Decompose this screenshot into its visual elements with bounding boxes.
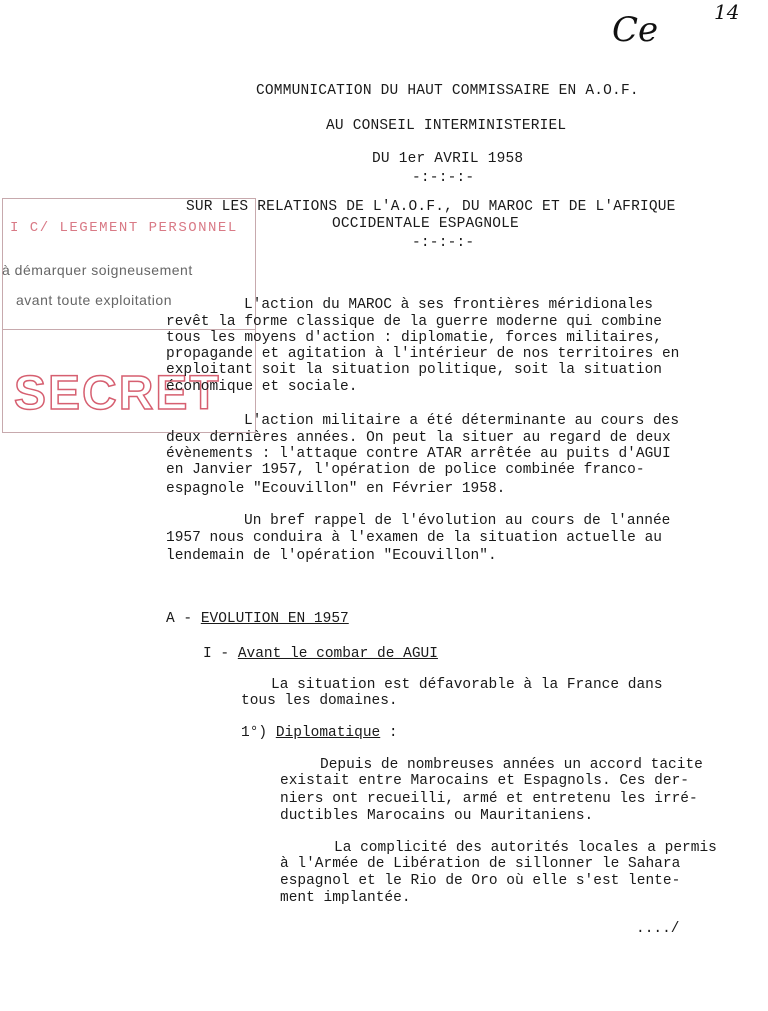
n1p1-line-2: existait entre Marocains et Espagnols. Ces der- [280, 773, 689, 789]
section-a-prefix: A - [166, 611, 201, 627]
n1p1-line-3: niers ont recueilli, armé et entretenu les irré- [280, 791, 698, 807]
n1p1-line-4: ductibles Marocains ou Mauritaniens. [280, 808, 594, 824]
p1-line-5: exploitant soit la situation politique, soit la situation [166, 362, 662, 378]
p2-line-4: en Janvier 1957, l'opération de police combinée franco- [166, 462, 645, 478]
subject-line-2: OCCIDENTALE ESPAGNOLE [332, 216, 519, 232]
header-separator: -:-:-:- [412, 170, 475, 186]
n1p2-line-1: La complicité des autorités locales a permis [334, 840, 717, 856]
section-i-line-2: tous les domaines. [241, 693, 398, 709]
p1-line-2: revêt la forme classique de la guerre moderne qui combine [166, 314, 662, 330]
p1-line-4: propagande et agitation à l'intérieur de nos territoires en [166, 346, 680, 362]
section-i-prefix: I - [203, 646, 238, 662]
handwritten-page-number: 14 [714, 0, 740, 24]
n1p2-line-2: à l'Armée de Libération de sillonner le Sahara [280, 856, 681, 872]
p1-line-6: économique et sociale. [166, 379, 358, 395]
header-line-3: DU 1er AVRIL 1958 [372, 151, 524, 167]
p2-line-1: L'action militaire a été déterminante au cours des [244, 413, 680, 429]
p3-line-3: lendemain de l'opération "Ecouvillon". [166, 548, 497, 564]
p3-line-1: Un bref rappel de l'évolution au cours de l'année [244, 513, 671, 529]
p2-line-5: espagnole "Ecouvillon" en Février 1958. [166, 481, 506, 497]
handwritten-initials: Ce [612, 10, 659, 50]
subsection-1-title: Diplomatique [275, 725, 381, 741]
n1p2-line-3: espagnol et le Rio de Oro où elle s'est lente- [280, 873, 681, 889]
stamp-line-exploitation: avant toute exploitation [16, 292, 172, 308]
p3-line-2: 1957 nous conduira à l'examen de la situation actuelle au [166, 530, 662, 546]
subsection-1-suffix: : [380, 725, 398, 741]
n1p1-line-1: Depuis de nombreuses années un accord tacite [320, 757, 703, 773]
section-a-heading [166, 611, 349, 627]
stamp-line-personal: I C/ LEGEMENT PERSONNEL [10, 220, 238, 236]
p2-line-2: deux dernières années. On peut la situer au regard de deux [166, 430, 671, 446]
p2-line-3: évènements : l'attaque contre ATAR arrêtée au puits d'AGUI [166, 446, 671, 462]
subject-separator: -:-:-:- [412, 235, 475, 251]
section-i-title: Avant le combar de AGUI [237, 646, 438, 662]
stamp-line-demarquer: à démarquer soigneusement [2, 262, 193, 278]
secret-stamp: SECRET [14, 367, 221, 420]
section-i-heading [203, 646, 438, 662]
subsection-1-prefix: 1°) [241, 725, 276, 741]
subject-line-1: SUR LES RELATIONS DE L'A.O.F., DU MAROC ET DE L'AFRIQUE [186, 199, 676, 215]
p1-line-1: L'action du MAROC à ses frontières méridionales [244, 297, 653, 313]
header-line-1: COMMUNICATION DU HAUT COMMISSAIRE EN A.O.F. [256, 83, 639, 99]
p1-line-3: tous les moyens d'action : diplomatie, forces militaires, [166, 330, 662, 346]
section-i-line-1: La situation est défavorable à la France dans [271, 677, 663, 693]
section-a-title: EVOLUTION EN 1957 [200, 611, 349, 627]
continuation-mark: ..../ [636, 921, 680, 937]
header-line-2: AU CONSEIL INTERMINISTERIEL [326, 118, 567, 134]
subsection-1-heading [241, 725, 398, 741]
n1p2-line-4: ment implantée. [280, 890, 411, 906]
